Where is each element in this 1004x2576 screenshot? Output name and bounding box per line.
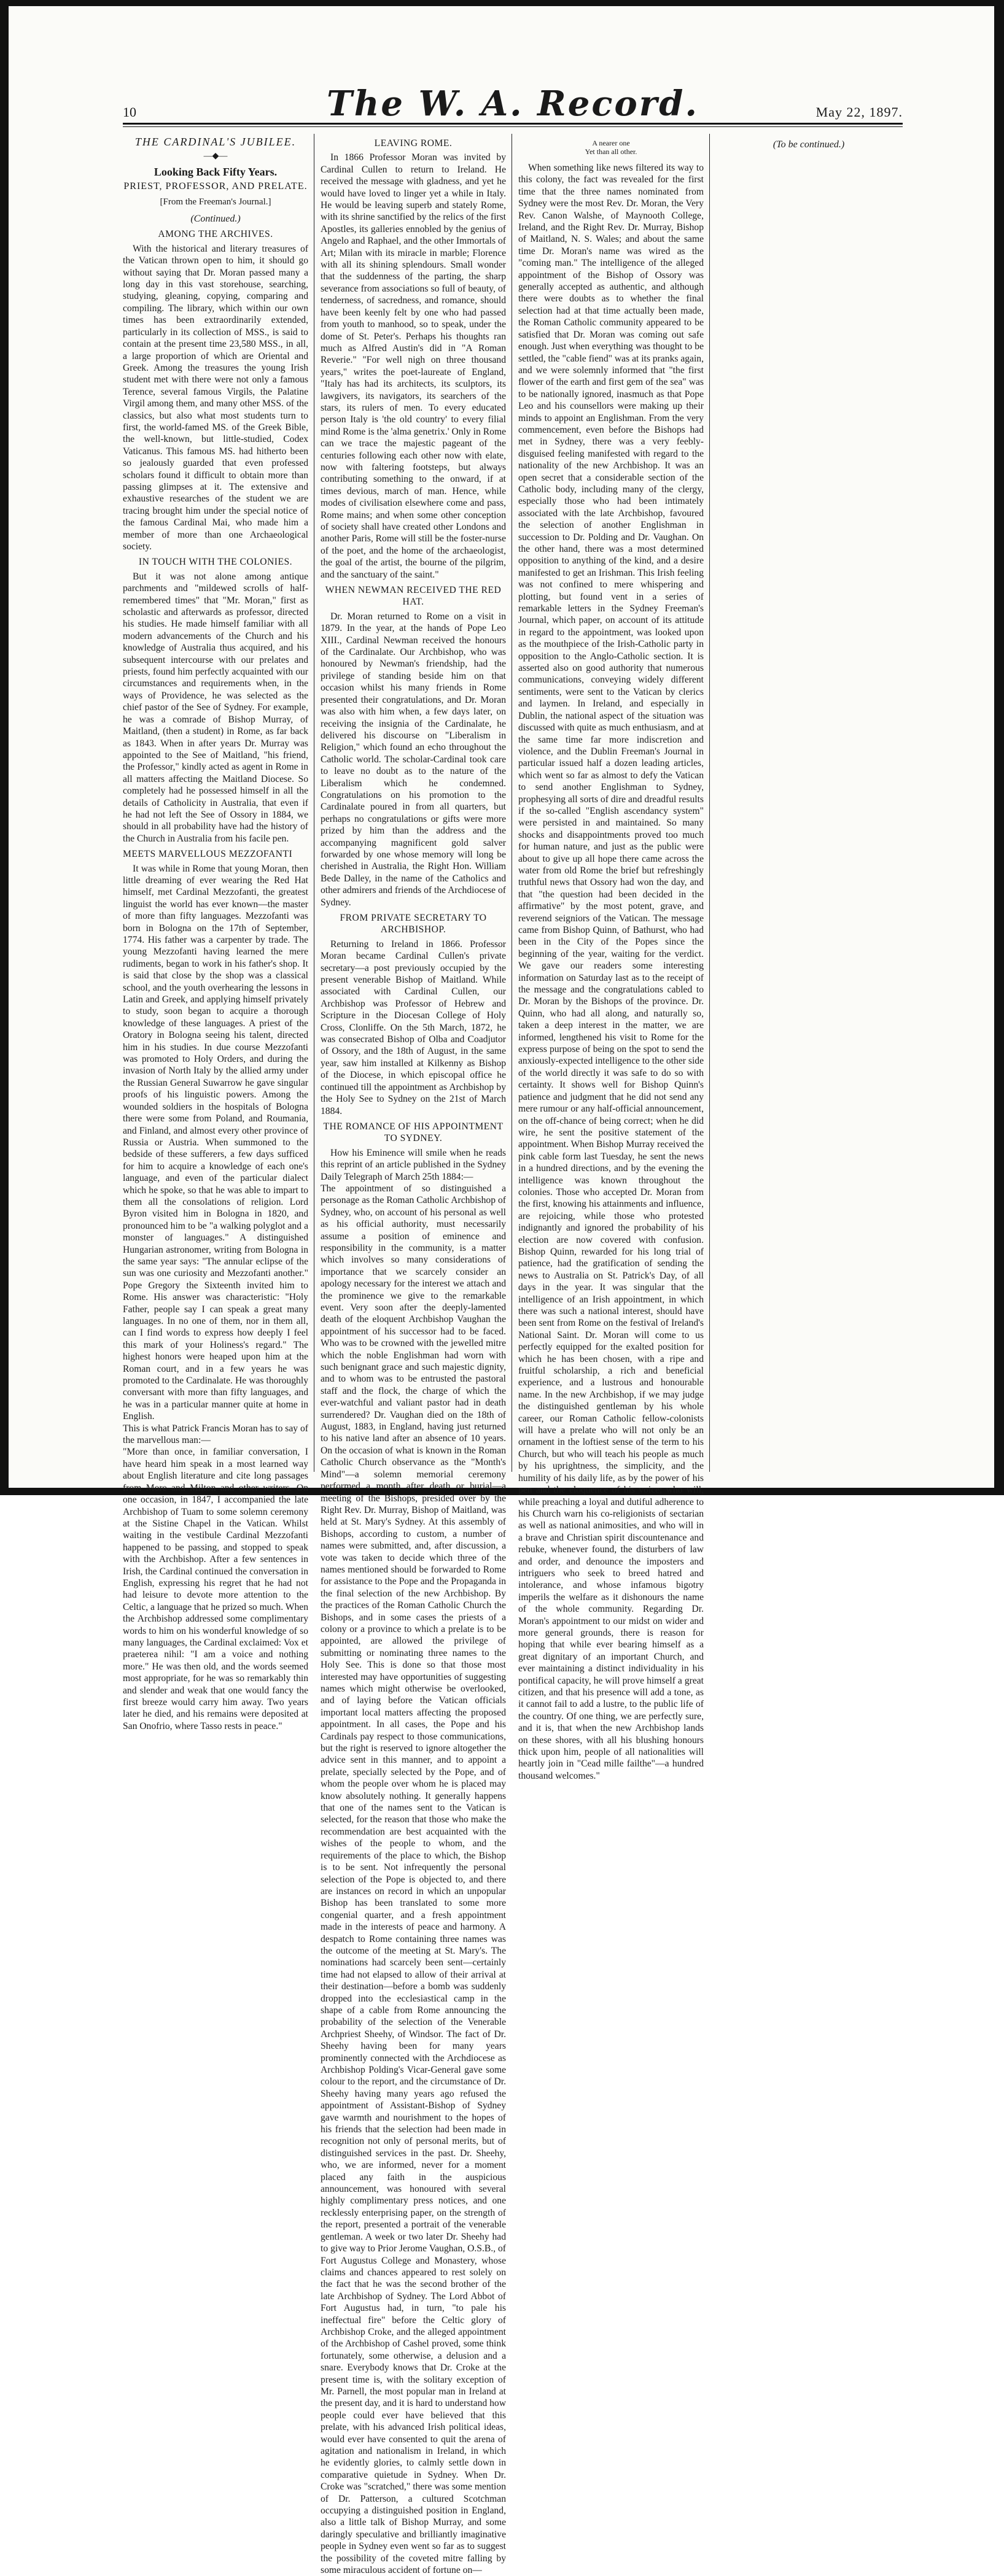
section-text: How his Eminence will smile when he reads this reprint of an article published in the Sydney Daily Telegraph of March 25th 1884:— The appointment of so distinguished a personage as the Roman Catholic Archbishop of Sydney, who, on account of his personal as well as his official authority, must necessarily assume a position of eminence and responsibility in the community, is a matter which involves so many considerations of importance that we scarcely consider an apology necessary for the interest we attach and the prominence we give to the remarkable event. Very soon after the deeply-lamented death of the eloquent Archbishop Vaughan the appointment of his successor had to be faced. Who was to be crowned with the jewelled mitre which the noble Englishman had worn with such benignant grace and such majestic dignity, and to whom was to be entrusted the pastoral staff and the flock, the charge of which the ever-watchful and valiant pastor had in death surrendered? Dr. Vaughan died on the 18th of August, 1883, in England, having just returned to his native land after an absence of 10 years. On the occasion of what is known in the Roman Catholic Church observance as the "Month's Mind"—a solemn memorial ceremony performed a month after death or burial—a meeting of the Bishops, presided over by the Right Rev. Dr. Murray, Bishop of Maitland, was held at St. Mary's Sydney. At this assembly of Bishops, according to custom, a number of names were submitted, and, after discussion, a vote was taken to decide which three of the names mentioned should be forwarded to Rome for assistance to the Pope and the Propaganda in the final selection of the new Archbishop. By the practices of the Roman Catholic Church the Bishops, and in some cases the priests of a colony or a province to which a prelate is to be appointed, are allowed the privilege of submitting or nominating three names to the Holy See. This is done so that those most interested may have opportunities of suggesting names which might otherwise be overlooked, and of laying before the Vatican officials important local matters affecting the proposed appointment. In all cases, the Pope and his Cardinals pay respect to those communications, but the right is reserved to ignore altogether the advice sent in this manner, and to appoint a prelate, specially selected by the Pope, and of whom the people over whom he is placed may know absolutely nothing. It generally happens that one of the names sent to the Vatican is selected, for the reason that those who make the recommendation are best acquainted with the wishes of the people to whom, and the requirements of the place to which, the Bishop is to be sent. Not infrequently the personal selection of the Pope is objected to, and there are instances on record in which an unpopular Bishop has been translated to some more congenial quarter, and a fresh appointment made in the interests of peace and harmony. A despatch to Rome containing three names was the outcome of the meeting at St. Mary's. The nominations had scarcely been sent—certainly time had not elapsed to allow of their arrival at their destination—before a bomb was suddenly dropped into the ecclesiastical camp in the shape of a cable from Rome announcing the probability of the selection of the Venerable Archpriest Sheehy, of Windsor. The fact of Dr. Sheehy having been for many years prominently connected with the Archdiocese as Archbishop Polding's Vicar-General gave some colour to the report, and the circumstance of Dr. Sheehy having many years ago refused the appointment of Assistant-Bishop of Sydney gave warmth and nourishment to the hopes of his friends that the selection had been made in recognition not only of personal merits, but of distinguished services in the past. Dr. Sheehy, who, we are informed, never for a moment placed any faith in the auspicious announcement, was honoured with several highly complimentary press notices, and one recklessly enterprising paper, on the strength of the report, presented a portrait of the venerable gentleman. A week or two later Dr. Sheehy had to give way to Prior Jerome Vaughan, O.S.B., of Fort Augustus College and Monastery, whose claims and chances appeared to rest solely on the fact that he was the second brother of the late Archbishop of Sydney. The Lord Abbot of Fort Augustus had, in turn, "to pale his ineffectual fire" before the Celtic glory of Archbishop Croke, and the alleged appointment of the Archbishop of Cashel proved, some think fortunately, some otherwise, a delusion and a snare. Everybody knows that Dr. Croke at the present time is, with the solitary exception of Mr. Parnell, the most popular man in Ireland at the present day, and it is hard to understand how people could ever have believed that this prelate, with his advanced Irish political ideas, would ever have consented to quit the arena of agitation and nationalism in Ireland, in which he evidently glories, to calmly settle down in comparative quietude in Sydney. When Dr. Croke was "scratched," there was some mention of Dr. Patterson, a cultured Scotchman occupying a distinguished position in England, also a little talk of Bishop Murray, and some daringly speculative and brilliantly imaginative people in Sydney even went so far as to suggest the possibility of the coveted mitre falling by some miraculous accident of fortune on— xyxy=(321,1147,506,2576)
section-text: Returning to Ireland in 1866. Professor Moran became Cardinal Cullen's private secretary—a post previously occupied by the present venerable Bishop of Maitland. While associated with Cardinal Cullen, our Archbishop was Professor of Hebrew and Scripture in the Diocesan College of Holy Cross, Clonliffe. On the 5th March, 1872, he was consecrated Bishop of Olba and Coadjutor of Ossory, and the 18th of August, in the same year, saw him installed at Kilkenny as Bishop of the Diocese, in which episcopal office he continued till the appointment as Archbishop by the Holy See to Sydney on the 21st of March 1884. xyxy=(321,938,506,1116)
section-text: It was while in Rome that young Moran, then little dreaming of ever wearing the Red Hat himself, met Cardinal Mezzofanti, the greatest linguist the world has ever known—the master of more than fifty languages. Mezzofanti was born in Bologna on the 17th of September, 1774. His father was a carpenter by trade. The young Mezzofanti having learned the mere rudiments, began to work in his father's shop. It is said that close by the shop was a classical school, and the youth overhearing the lessons in Latin and Greek, and applying himself privately to study, soon began to acquire a thorough knowledge of these languages. A priest of the Oratory in Bologna seeing his talent, directed him in his studies. In due course Mezzofanti was promoted to Holy Orders, and during the invasion of North Italy by the allied army under the Russian General Suwarrow he gave singular proofs of his linguistic powers. Among the wounded soldiers in the hospitals of Bologna there were some from Poland, and Roumania, and Finland, and almost every other province of Russia or Austria. When summoned to the bedside of these sufferers, a few days sufficed for him to acquire a knowledge of each one's language, and even of the particular dialect which he spoke, so that he was able to impart to them all the consolations of religion. Lord Byron visited him in Bologna in 1820, and pronounced him to be "a walking polyglot and a monster of languages." A distinguished Hungarian astronomer, writing from Bologna in the same year says: "The annular eclipse of the sun was one curiosity and Mezzofanti another." Pope Gregory the Sixteenth invited him to Rome. His answer was characteristic: "Holy Father, people say I can speak a great many languages. In no one of them, nor in them all, can I find words to express how deeply I feel this mark of your Holiness's regard." The highest honors were heaped upon him at the Roman court, and in a few years he was promoted to the Cardinalate. He was thoroughly conversant with more than fifty languages, and he was in a particular manner quite at home in English. This is what Patrick Francis Moran has to say of the marvellous man:— "More than once, in familiar conversation, I have heard him speak in a most learned way about English literature and cite long passages from More and Milton and other writers. On one occasion, in 1847, I accompanied the late Archbishop of Tuam to some solemn ceremony at the Sistine Chapel in the Vatican. Whilst waiting in the vestibule Cardinal Mezzofanti happened to be passing, and stopped to speak with the Archbishop. After a few sentences in Irish, the Cardinal continued the conversation in English, expressing his regret that he had not had leisure to devote more attention to the Celtic, a language that he prized so much. When the Archbishop addressed some complimentary words to him on his wonderful knowledge of so many languages, the Cardinal exclaimed: Vox et praeterea nihil: "I am a voice and nothing more." He was then old, and the words seemed most appropriate, for he was so remarkably thin and slender and weak that one would fancy the first breeze would carry him away. Two years later he died, and his remains were deposited at San Onofrio, where Tasso rests in peace." xyxy=(123,863,308,1731)
section-text: But it was not alone among antique parchments and "mildewed scrolls of half-remembered times" that "Mr. Moran," first as scholastic and afterwards as professor, directed his studies. He made himself familiar with all modern advancements of the Church and his knowledge of Australia thus acquired, and his subsequent intercourse with our prelates and priests, found him perfectly acquainted with our circumstances and requirements when, in the ways of Providence, he was selected as the chief pastor of the See of Sydney. For example, he was a comrade of Bishop Murray, of Maitland, (then a student) in Rome, as far back as 1843. When in after years Dr. Murray was appointed to the See of Maitland, "his friend, the Professor," kindly acted as agent in Rome in all matters affecting the Maitland Diocese. So completely had he possessed himself in all the details of Catholicity in Australia, that even if he had not left the See of Ossory in 1884, we should in all probability have had the history of the Church in Australia from his facile pen. xyxy=(123,571,308,844)
section-heading: MEETS MARVELLOUS MEZZOFANTI xyxy=(123,849,293,860)
columns xyxy=(123,134,903,2576)
column-1 xyxy=(123,134,308,1731)
article-subtitle: PRIEST, PROFESSOR, AND PRELATE. xyxy=(123,181,308,192)
scan-border-left xyxy=(0,0,9,1495)
column-2 xyxy=(321,134,506,2576)
epigraph-line: Yet than all other. xyxy=(585,147,637,156)
section-heading: FROM PRIVATE SECRETARY TO ARCHBISHOP. xyxy=(340,913,487,935)
scan-border-top xyxy=(0,0,1004,6)
section-heading: THE ROMANCE OF HIS APPOINTMENT TO SYDNEY. xyxy=(323,1121,504,1144)
section-text: When something like news filtered its way to this colony, the fact was revealed for the first time that the three names nominated from Sydney were the most Rev. Dr. Moran, the Very Rev. Canon Walshe, of Maynooth College, Ireland, and the Right Rev. Dr. Murray, Bishop of Maitland, N. S. Wales; and about the same time Dr. Moran's name was wired as the "coming man." The intelligence of the alleged appointment of the Bishop of Ossory was generally accepted as authentic, and although there were doubts as to whether the final selection had at that time actually been made, the Roman Catholic community appeared to be satisfied that Dr. Moran was coming out safe enough. Just when everything was thought to be settled, the "cable fiend" was at its pranks again, and we were solemnly informed that "the first flower of the earth and first gem of the sea" was to be nationally ignored, inasmuch as that Pope Leo and his counsellors were making up their minds to appoint an Englishman. From the very commencement, even before the Bishops had met in Sydney, there was a very feebly-disguised feeling manifested with regard to the nationality of the new Archbishop. It was an open secret that a considerable section of the Catholic body, including many of the clergy, especially those who had been intimately associated with the late Archbishop, favoured the selection of another Englishman in succession to Dr. Polding and Dr. Vaughan. On the other hand, there was a most determined opposition to anything of the kind, and a desire manifested to get an Irishman. This Irish feeling was not confined to mere whispering and plotting, but found vent in a series of remarkable letters in the Sydney Freeman's Journal, which paper, on account of its attitude in regard to the appointment, was looked upon as the mouthpiece of the Irish-Catholic party in opposition to the Anglo-Catholic section. It is asserted also on good authority that numerous communications, conveying widely different sentiments, were sent to the Vatican by clerics and laymen. In Ireland, and especially in Dublin, the national aspect of the situation was discussed with quite as much enthusiasm, and at the same time far more indiscretion and violence, and the Dublin Freeman's Journal in particular issued half a dozen leading articles, which went so far as almost to defy the Vatican to send another Englishman to Sydney, prophesying all sorts of dire and dreadful results if the so-called "English ascendancy system" were persisted in and maintained. So many shocks and disappointments proved too much for human nature, and just as the public were about to give up all hope there came across the water from old Rome the brief but refreshingly truthful news that Ossory had won the day, and that "the question had been decided in the affirmative" by the most potent, grave, and reverend seigniors of the Vatican. The message came from Bishop Quinn, of Bathurst, who had been in the City of the Popes since the beginning of the year, waiting for the verdict. We gave our readers some interesting information on Saturday last as to the receipt of the message and the congratulations cabled to Dr. Moran by the Bishops of the province. Dr. Quinn, who had all along, and naturally so, taken a deep interest in the matter, we are informed, lengthened his visit to Rome for the express purpose of being on the spot to send the anxiously-expected intelligence to the other side of the world directly it was safe to do so with certainty. It shows well for Bishop Quinn's patience and judgment that he did not send any mere rumour or any half-official announcement, on the off-chance of being correct; when he did wire, he sent the positive statement of the appointment. When Bishop Murray received the pink cable form last Tuesday, he sent the news in a hundred directions, and by the evening the intelligence was known throughout the colonies. Those who accepted Dr. Moran from the first, knowing his attainments and influence, are rejoicing, while those who protested indignantly and ignored the probability of his election are now covered with confusion. Bishop Quinn, rewarded for his long trial of patience, had the gratification of sending the news to Australia on St. Patrick's Day, of all days in the year. It was singular that the intelligence of an Irish appointment, in which there was such a national interest, should have been sent from Rome on the festival of Ireland's National Saint. Dr. Moran will come to us perfectly equipped for the exalted position for which he has been chosen, with a ripe and fruitful scholarship, a rich and beneficial experience, and a lustrous and honourable name. In the new Archbishop, if we may judge the distinguished gentleman by his whole career, our Roman Catholic fellow-colonists will have a prelate who will not only be an ornament in the loftiest sense of the term to his Church, but who will teach his people as much by his uprightness, the simplicity, and the humility of his daily life, as by the power of his pen and the eloquence of his voice; who will, while preaching a loyal and dutiful adherence to his Church warn his co-religionists of sectarian as well as national animosities, and who will in a brave and Christian spirit discountenance and rebuke, whenever found, the disturbers of law and order, and denounce the imposters and intriguers who seek to breed hatred and intolerance, and whose infamous bigotry imperils the welfare as it dishonours the name of the whole community. Regarding Dr. Moran's appointment to our midst on wider and more general grounds, there is reason for hoping that while ever bearing himself as a great dignitary of an important Church, and ever maintaining a distinct individuality in his pontifical capacity, he will prove himself a great citizen, and that his presence will add a tone, as it cannot fail to add a lustre, to the public life of the country. Of one thing, we are perfectly sure, and it is, that when the new Archbishop lands on these shores, with all his blushing honours thick upon him, people of all nationalities will heartly join in "Cead mille failthe"—a hundred thousand welcomes." xyxy=(518,163,704,1781)
epigraph xyxy=(518,139,704,156)
column-3 xyxy=(518,134,704,1781)
masthead-title: The W. A. Record. xyxy=(327,83,699,124)
article-kicker: THE CARDINAL'S JUBILEE. xyxy=(134,136,297,148)
section-text: In 1866 Professor Moran was invited by Cardinal Cullen to return to Ireland. He received the message with gladness, and yet he would have loved to linger yet a while in Italy. He would be leaving superb and stately Rome, with its shrine sanctified by the relics of the first Apostles, its galleries ennobled by the genius of Angelo and Raphael, and the other Immortals of Art; Milan with its miracle in marble; Florence with all its shining splendours. Small wonder that the suddenness of the parting, the sharp severance from associations so full of beauty, of tenderness, of sacredness, and romance, should have been keenly felt by one who had passed from youth to manhood, so to speak, under the dome of St. Peter's. Perhaps his thoughts ran much as Alfred Austin's did in "A Roman Reverie." "For well nigh on three thousand years," writes the poet-laureate of England, "Italy has had its architects, its sculptors, its lawgivers, its navigators, its searchers of the stars, its rulers of men. To every educated person Italy is 'the old country' to every filial mind Rome is the 'alma genetrix.' Only in Rome can we trace the majestic pageant of the centuries following each other now with elate, now with faltering footsteps, but always contributing something to the onward, if at times devious, march of man. Hence, while modes of civilisation elsewhere come and pass, Rome mains; and when some other conception of society shall have created other Londons and another Paris, Rome will still be the foster-nurse of the poet, and the home of the archaeologist, the goal of the artist, the bourne of the pilgrim, and the sanctuary of the saint." xyxy=(321,152,506,580)
page-body xyxy=(123,80,903,2576)
page-number: 10 xyxy=(123,104,136,120)
column-rule xyxy=(709,134,710,1472)
continued-note: (Continued.) xyxy=(190,214,241,225)
article-title: Looking Back Fifty Years. xyxy=(154,165,278,178)
section-text: Dr. Moran returned to Rome on a visit in 1879. In the year, at the hands of Pope Leo XIII., Cardinal Newman received the honours of the Cardinalate. Our Archbishop, who was honoured by Newman's friendship, had the privilege of standing beside him on that occasion whilst his many friends in Rome presented their congratulations, and Dr. Moran was also with him when, a few days later, on receiving the insignia of the Cardinalate, he delivered his discourse on "Liberalism in Religion," which found an echo throughout the Catholic world. The scholar-Cardinal took care to leave no doubt as to the nature of the Liberalism which he condemned. Congratulations on his promotion to the Cardinalate poured in from all quarters, but perhaps no congratulations or gifts were more prized by him than the address and the accompanying magnificent gold salver forwarded by one whose memory will long be cherished in Australia, the Right Hon. William Bede Dalley, in the name of the Catholics and other admirers and friends of the Archdiocese of Sydney. xyxy=(321,611,506,908)
epigraph-line: A nearer one xyxy=(592,139,630,147)
section-heading: LEAVING ROME. xyxy=(374,138,453,149)
issue-date: May 22, 1897. xyxy=(815,104,903,120)
to-be-continued: (To be continued.) xyxy=(772,139,845,150)
section-text: With the historical and literary treasures of the Vatican thrown open to him, it should go without saying that Dr. Moran passed many a long day in this vast storehouse, searching, studying, gleaning, copying, comparing and compiling. The library, which within our own times has been extraordinarily extended, particularly in its collection of MSS., is said to contain at the present time 23,580 MSS., in all, a large proportion of which are Oriental and Greek. Among the treasures the young Irish student met with there were not only a famous Terence, several famous Virgils, the Palatine Virgil among them, and many other MSS. of the classics, but also what most students turn to first, the world-famed MS. of the Greek Bible, the well-known, but little-studied, Codex Vaticanus. This famous MS. had hitherto been so jealously guarded that even professed scholars found it difficult to obtain more than passing glimpses at it. The extensive and exhaustive researches of the student we are tracing brought him under the special notice of the famous Cardinal Mai, who made him a member of more than one Archaeological society. xyxy=(123,243,308,552)
masthead xyxy=(123,80,903,123)
section-heading: WHEN NEWMAN RECEIVED THE RED HAT. xyxy=(325,585,502,608)
article-source: [From the Freeman's Journal.] xyxy=(160,196,271,207)
section-heading: AMONG THE ARCHIVES. xyxy=(158,229,273,240)
section-heading: IN TOUCH WITH THE COLONIES. xyxy=(138,557,293,568)
column-4 xyxy=(716,134,901,1472)
scan-border-right xyxy=(994,0,1004,1495)
ornament: —◆— xyxy=(203,152,228,161)
